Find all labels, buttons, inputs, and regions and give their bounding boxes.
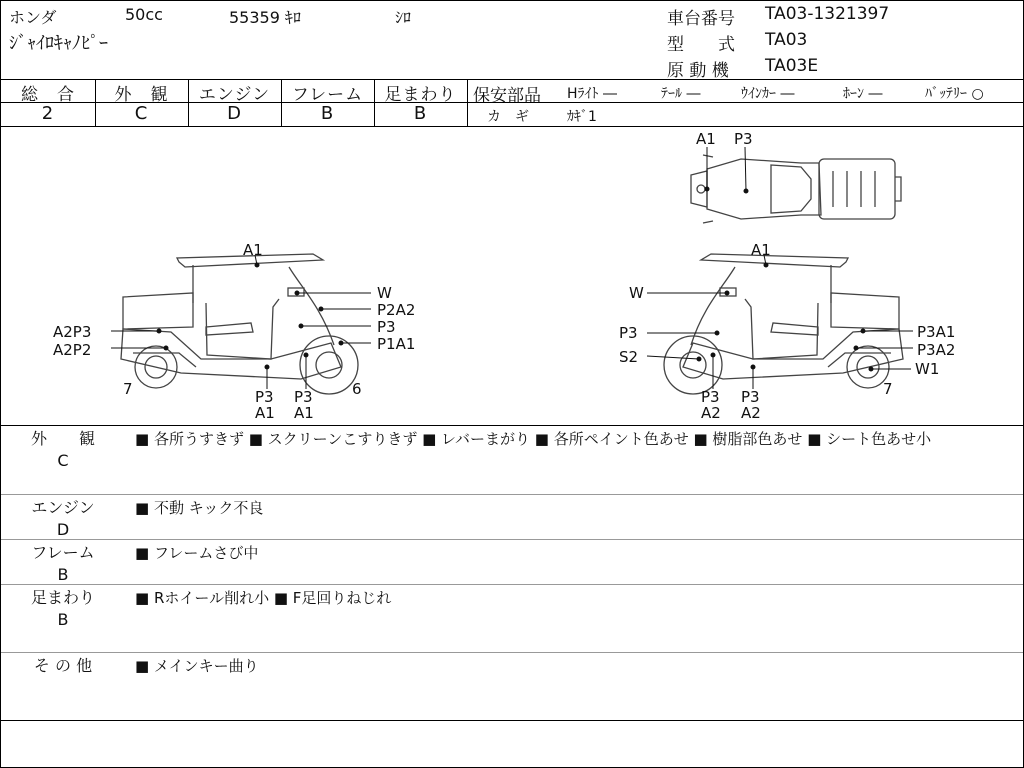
note-label-engine: エンジン D — [31, 498, 95, 539]
label-left-p1a1: P1A1 — [377, 335, 416, 353]
label-left-p2a2: P2A2 — [377, 301, 416, 319]
frame-number-label: 車台番号 — [667, 9, 735, 29]
label-right-w1: W1 — [915, 360, 940, 378]
label-left-bottom1-b: A1 — [255, 404, 275, 422]
note-label-other: そ の 他 — [33, 656, 93, 675]
frame-number: TA03-1321397 — [765, 4, 890, 24]
label-left-a2p2: A2P2 — [53, 341, 92, 359]
label-top-p3: P3 — [734, 130, 753, 148]
label-right-bottom1-a: P3 — [701, 388, 720, 406]
label-right-p3a1: P3A1 — [917, 323, 956, 341]
grade-overall: 2 — [41, 103, 55, 124]
safety-item-winker: ｳｲﾝｶｰ ― — [741, 86, 795, 102]
model-name: ｼﾞｬｲﾛｷｬﾉﾋﾟｰ — [9, 33, 108, 54]
grade-header-frame: フレーム — [291, 85, 364, 105]
displacement: 50cc — [125, 5, 163, 24]
note-label-exterior: 外 観 C — [30, 429, 95, 470]
engine-value: TA03E — [765, 56, 819, 76]
safety-item-tail: ﾃｰﾙ ― — [661, 86, 701, 102]
label-right-bottom2-b: A2 — [741, 404, 761, 422]
color: ｼﾛ — [395, 8, 412, 27]
label-left-a2p3: A2P3 — [53, 323, 92, 341]
scooter-top-drawing — [691, 155, 901, 223]
note-text-engine: ■ 不動 キック不良 — [135, 499, 264, 517]
maker-name: ホンダ — [9, 8, 57, 27]
grade-header-overall: 総 合 — [21, 85, 75, 105]
grade-frame: B — [320, 103, 335, 124]
note-text-other: ■ メインキー曲り — [135, 657, 259, 675]
label-left-bottom1-a: P3 — [255, 388, 274, 406]
label-right-bottom2-a: P3 — [741, 388, 760, 406]
safety-title: 保安部品 — [473, 86, 541, 106]
label-right-a1: A1 — [751, 241, 771, 259]
label-left-a1: A1 — [243, 241, 263, 259]
note-text-suspension: ■ Rホイール削れ小 ■ F足回りねじれ — [135, 589, 392, 607]
grade-engine: D — [227, 103, 242, 124]
scooter-right-drawing — [664, 254, 903, 394]
label-left-6: 6 — [352, 380, 362, 398]
note-label-suspension: 足まわり B — [30, 588, 95, 629]
label-left-7: 7 — [123, 380, 133, 398]
label-right-p3a2: P3A2 — [917, 341, 956, 359]
grade-header-suspension: 足まわり — [384, 85, 457, 105]
note-text-frame: ■ フレームさび中 — [135, 544, 259, 562]
label-right-w: W — [629, 284, 644, 302]
note-text-exterior: ■ 各所うすきず ■ スクリーンこすりきず ■ レバーまがり ■ 各所ペイント色あせ ■ 樹脂部色あせ ■ シート色あせ小 — [135, 430, 932, 448]
scooter-left-drawing — [121, 254, 358, 394]
grade-suspension: B — [413, 103, 428, 124]
safety-item-headlight: Hﾗｲﾄ ― — [567, 86, 617, 102]
key-value: ｶｷﾞ1 — [567, 109, 597, 125]
label-left-bottom2-a: P3 — [294, 388, 313, 406]
engine-label: 原 動 機 — [667, 61, 729, 81]
key-label: カ ギ — [487, 109, 529, 125]
grade-exterior: C — [134, 103, 149, 124]
label-left-w: W — [377, 284, 392, 302]
damage-diagram — [1, 127, 1023, 425]
grade-header-exterior: 外 観 — [114, 85, 169, 105]
safety-item-horn: ﾎｰﾝ ― — [843, 86, 883, 102]
type-label: 型 式 — [667, 35, 735, 55]
label-right-p3: P3 — [619, 324, 638, 342]
label-right-s2: S2 — [619, 348, 639, 366]
label-top-a1: A1 — [696, 130, 716, 148]
label-left-bottom2-b: A1 — [294, 404, 314, 422]
label-right-bottom1-b: A2 — [701, 404, 721, 422]
label-right-7: 7 — [883, 380, 893, 398]
label-left-p3: P3 — [377, 318, 396, 336]
grade-header-engine: エンジン — [198, 85, 271, 105]
safety-item-battery: ﾊﾞｯﾃﾘｰ ○ — [925, 86, 984, 102]
type-value: TA03 — [765, 30, 808, 50]
note-label-frame: フレーム B — [31, 543, 95, 584]
mileage: 55359 ｷﾛ — [229, 8, 301, 27]
callout-markers — [111, 147, 913, 389]
